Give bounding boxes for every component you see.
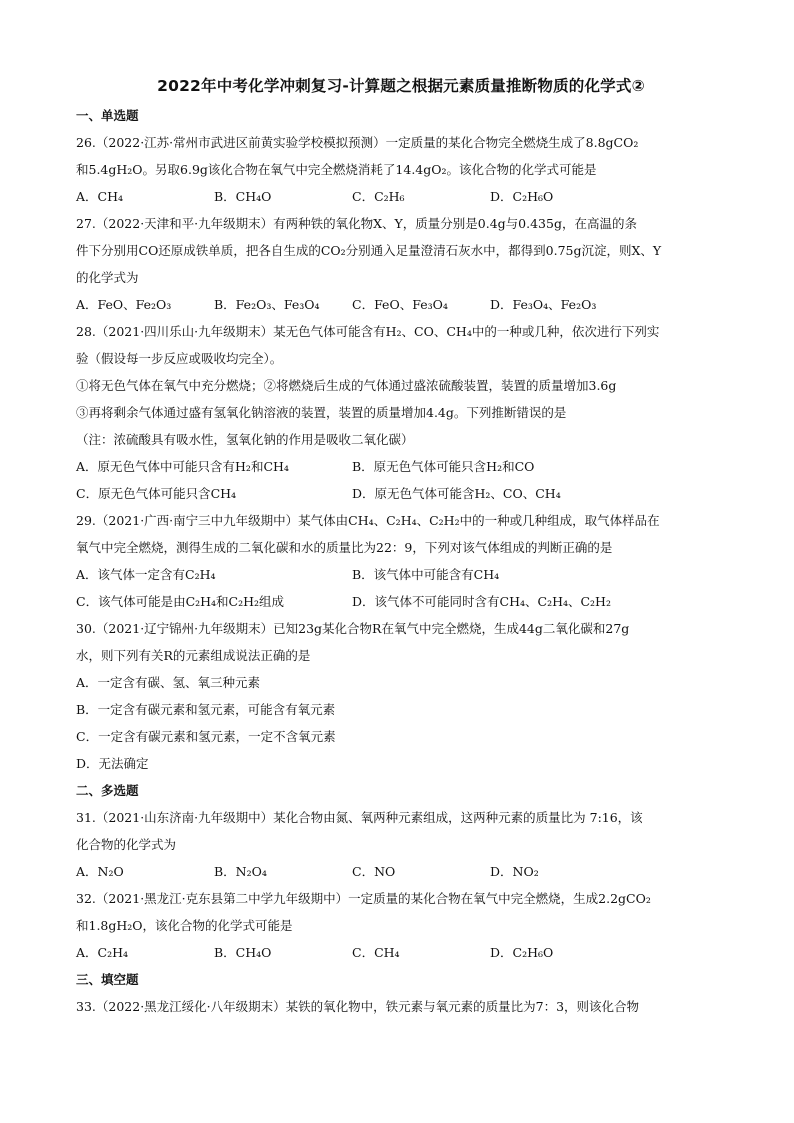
- option-c[interactable]: C．CH₄: [352, 945, 400, 960]
- answer-options: [76, 939, 726, 966]
- answer-options: [76, 588, 726, 615]
- option-b[interactable]: B．该气体中可能含有CH₄: [352, 567, 500, 582]
- question-33: [76, 993, 726, 1020]
- question-text: 31.（2021·山东济南·九年级期中）某化合物由氮、氧两种元素组成，这两种元素的质量比为 7:16，该: [76, 810, 643, 825]
- section-heading-multiple-choice: 二、多选题: [76, 783, 139, 798]
- question-text: 30.（2021·辽宁锦州·九年级期末）已知23g某化合物R在氧气中完全燃烧，生成44g二氧化碳和27g: [76, 621, 630, 636]
- question-text: 32.（2021·黑龙江·克东县第二中学九年级期中）一定质量的某化合物在氧气中完全燃烧，生成2.2gCO₂: [76, 891, 651, 906]
- answer-options: [76, 183, 726, 210]
- question-text: 和1.8gH₂O，该化合物的化学式可能是: [76, 918, 293, 933]
- question-text: 27.（2022·天津和平·九年级期末）有两种铁的氧化物X、Y，质量分别是0.4g与0.435g，在高温的条: [76, 216, 637, 231]
- question-text: 水，则下列有关R的元素组成说法正确的是: [76, 648, 311, 663]
- option-d[interactable]: D．NO₂: [490, 864, 539, 879]
- answer-options: [76, 480, 726, 507]
- question-text: 验（假设每一步反应或吸收均完全）。: [76, 351, 283, 366]
- section-heading-single-choice: 一、单选题: [76, 108, 139, 123]
- question-text: ③再将剩余气体通过盛有氢氧化钠溶液的装置，装置的质量增加4.4g。下列推断错误的是: [76, 405, 567, 420]
- option-d[interactable]: D．C₂H₆O: [490, 189, 554, 204]
- question-text: 和5.4gH₂O。另取6.9g该化合物在氧气中完全燃烧消耗了14.4gO₂。该化合物的化学式可能是: [76, 162, 597, 177]
- option-d[interactable]: D．C₂H₆O: [490, 945, 554, 960]
- question-text: 的化学式为: [76, 270, 139, 285]
- question-27: [76, 210, 726, 318]
- answer-options: [76, 858, 726, 885]
- question-text: 29.（2021·广西·南宁三中九年级期中）某气体由CH₄、C₂H₄、C₂H₂中的一种或几种组成，取气体样品在: [76, 513, 660, 528]
- option-b[interactable]: B．N₂O₄: [214, 864, 267, 879]
- option-c[interactable]: C．FeO、Fe₃O₄: [352, 297, 448, 312]
- option-c[interactable]: C．原无色气体可能只含CH₄: [76, 486, 237, 501]
- option-a[interactable]: A．C₂H₄: [76, 945, 129, 960]
- option-b[interactable]: B．一定含有碳元素和氢元素，可能含有氧元素: [76, 702, 336, 717]
- option-b[interactable]: B．CH₄O: [214, 189, 272, 204]
- question-text: 28.（2021·四川乐山·九年级期末）某无色气体可能含有H₂、CO、CH₄中的一种或几种，依次进行下列实: [76, 324, 660, 339]
- option-c[interactable]: C．C₂H₆: [352, 189, 405, 204]
- question-text: 件下分别用CO还原成铁单质，把各自生成的CO₂分别通入足量澄清石灰水中，都得到0.75g沉淀，则X、Y: [76, 243, 662, 258]
- option-d[interactable]: D．该气体不可能同时含有CH₄、C₂H₄、C₂H₂: [352, 594, 611, 609]
- answer-options: [76, 561, 726, 588]
- option-d[interactable]: D．原无色气体可能含H₂、CO、CH₄: [352, 486, 561, 501]
- option-a[interactable]: A．CH₄: [76, 189, 124, 204]
- question-text: 26.（2022·江苏·常州市武进区前黄实验学校模拟预测）一定质量的某化合物完全燃烧生成了8.8gCO₂: [76, 135, 639, 150]
- option-a[interactable]: A．FeO、Fe₂O₃: [76, 297, 172, 312]
- question-text: 33.（2022·黑龙江绥化·八年级期末）某铁的氧化物中，铁元素与氧元素的质量比为7：3，则该化合物: [76, 999, 640, 1014]
- question-text: 氧气中完全燃烧，测得生成的二氧化碳和水的质量比为22：9，下列对该气体组成的判断正确的是: [76, 540, 613, 555]
- page-title: 2022年中考化学冲刺复习-计算题之根据元素质量推断物质的化学式②: [157, 77, 645, 95]
- option-a[interactable]: A．一定含有碳、氢、氧三种元素: [76, 675, 261, 690]
- option-c[interactable]: C．一定含有碳元素和氢元素，一定不含氧元素: [76, 729, 336, 744]
- question-29: [76, 507, 726, 615]
- question-28: [76, 318, 726, 507]
- option-b[interactable]: B．Fe₂O₃、Fe₃O₄: [214, 297, 320, 312]
- section-heading-fill-in: 三、填空题: [76, 972, 139, 987]
- option-a[interactable]: A．该气体一定含有C₂H₄: [76, 567, 216, 582]
- option-d[interactable]: D．Fe₃O₄、Fe₂O₃: [490, 297, 597, 312]
- answer-options: [76, 291, 726, 318]
- question-31: [76, 804, 726, 885]
- option-b[interactable]: B．CH₄O: [214, 945, 272, 960]
- option-a[interactable]: A．原无色气体中可能只含有H₂和CH₄: [76, 459, 289, 474]
- option-b[interactable]: B．原无色气体可能只含H₂和CO: [352, 459, 535, 474]
- worksheet-page: [76, 74, 726, 1020]
- option-c[interactable]: C．该气体可能是由C₂H₄和C₂H₂组成: [76, 594, 285, 609]
- question-note: （注：浓硫酸具有吸水性，氢氧化钠的作用是吸收二氧化碳）: [76, 432, 414, 447]
- option-c[interactable]: C．NO: [352, 864, 396, 879]
- question-32: [76, 885, 726, 966]
- question-30: [76, 615, 726, 777]
- answer-options: [76, 453, 726, 480]
- question-26: [76, 129, 726, 210]
- question-text: 化合物的化学式为: [76, 837, 177, 852]
- option-a[interactable]: A．N₂O: [76, 864, 124, 879]
- option-d[interactable]: D．无法确定: [76, 756, 149, 771]
- question-text: ①将无色气体在氧气中充分燃烧；②将燃烧后生成的气体通过盛浓硫酸装置，装置的质量增加3.6g: [76, 378, 617, 393]
